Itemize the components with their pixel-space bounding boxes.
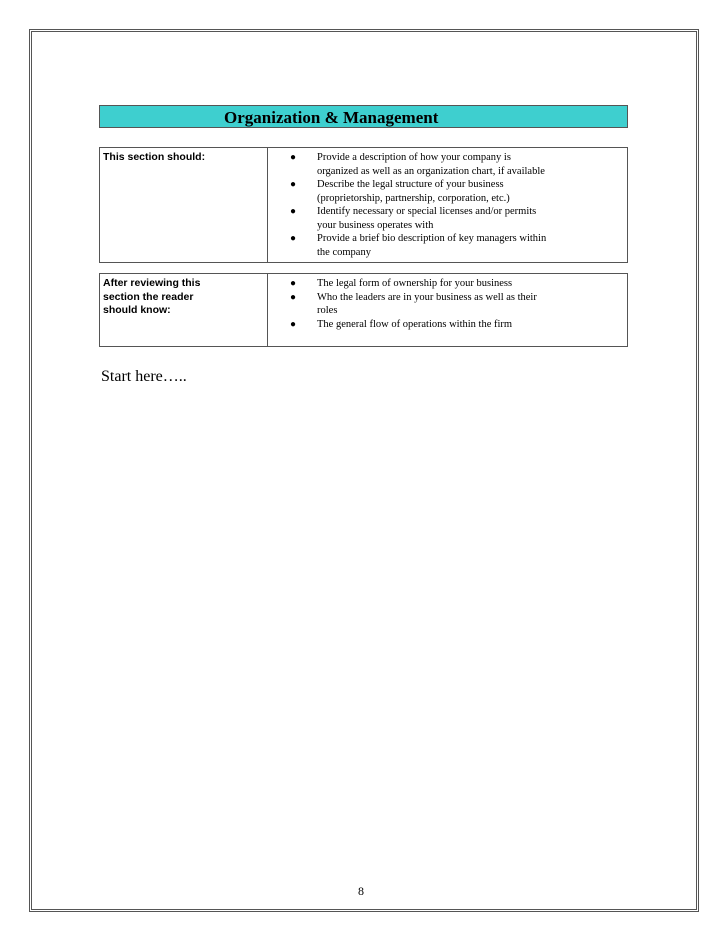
list-item: [290, 205, 590, 232]
bullet-icon: ●: [290, 278, 297, 289]
section-purpose-list: [290, 151, 590, 259]
reader-outcomes-list: [290, 277, 590, 331]
section-title: Organization & Management: [224, 108, 439, 127]
bullet-icon: ●: [290, 233, 297, 244]
list-item: [290, 178, 590, 205]
list-item: [290, 232, 590, 259]
bullet-icon: ●: [290, 318, 297, 330]
section-purpose-label: This section should:: [103, 151, 206, 163]
list-item-text: Provide a description of how your company is organized as well as an organization chart, if available: [317, 152, 545, 177]
list-item: [290, 151, 590, 178]
section-purpose-box: [99, 147, 628, 263]
page-number: 8: [358, 884, 364, 898]
bullet-icon: ●: [290, 206, 297, 217]
list-item-text: The legal form of ownership for your business: [317, 278, 513, 289]
list-item-text: Provide a brief bio description of key managers within the company: [317, 233, 547, 258]
start-here-text: Start here…..: [101, 368, 187, 385]
bullet-icon: ●: [290, 179, 297, 190]
section-title-bar: [99, 105, 628, 128]
reader-outcomes-box: [99, 273, 628, 347]
list-item-text: Identify necessary or special licenses and/or permits your business operates with: [317, 206, 537, 231]
box-divider: [267, 274, 268, 346]
list-item-text: Describe the legal structure of your business (proprietorship, partnership, corporation, etc.): [317, 179, 510, 204]
bullet-icon: ●: [290, 291, 297, 303]
list-item: [290, 277, 590, 291]
list-item: [290, 291, 590, 318]
list-item-text: The general flow of operations within the firm: [317, 318, 513, 330]
list-item: [290, 318, 590, 332]
box-divider: [267, 148, 268, 262]
list-item-text: Who the leaders are in your business as well as their roles: [317, 291, 537, 316]
reader-outcomes-label: After reviewing this section the reader should know:: [103, 277, 201, 316]
bullet-icon: ●: [290, 152, 297, 163]
